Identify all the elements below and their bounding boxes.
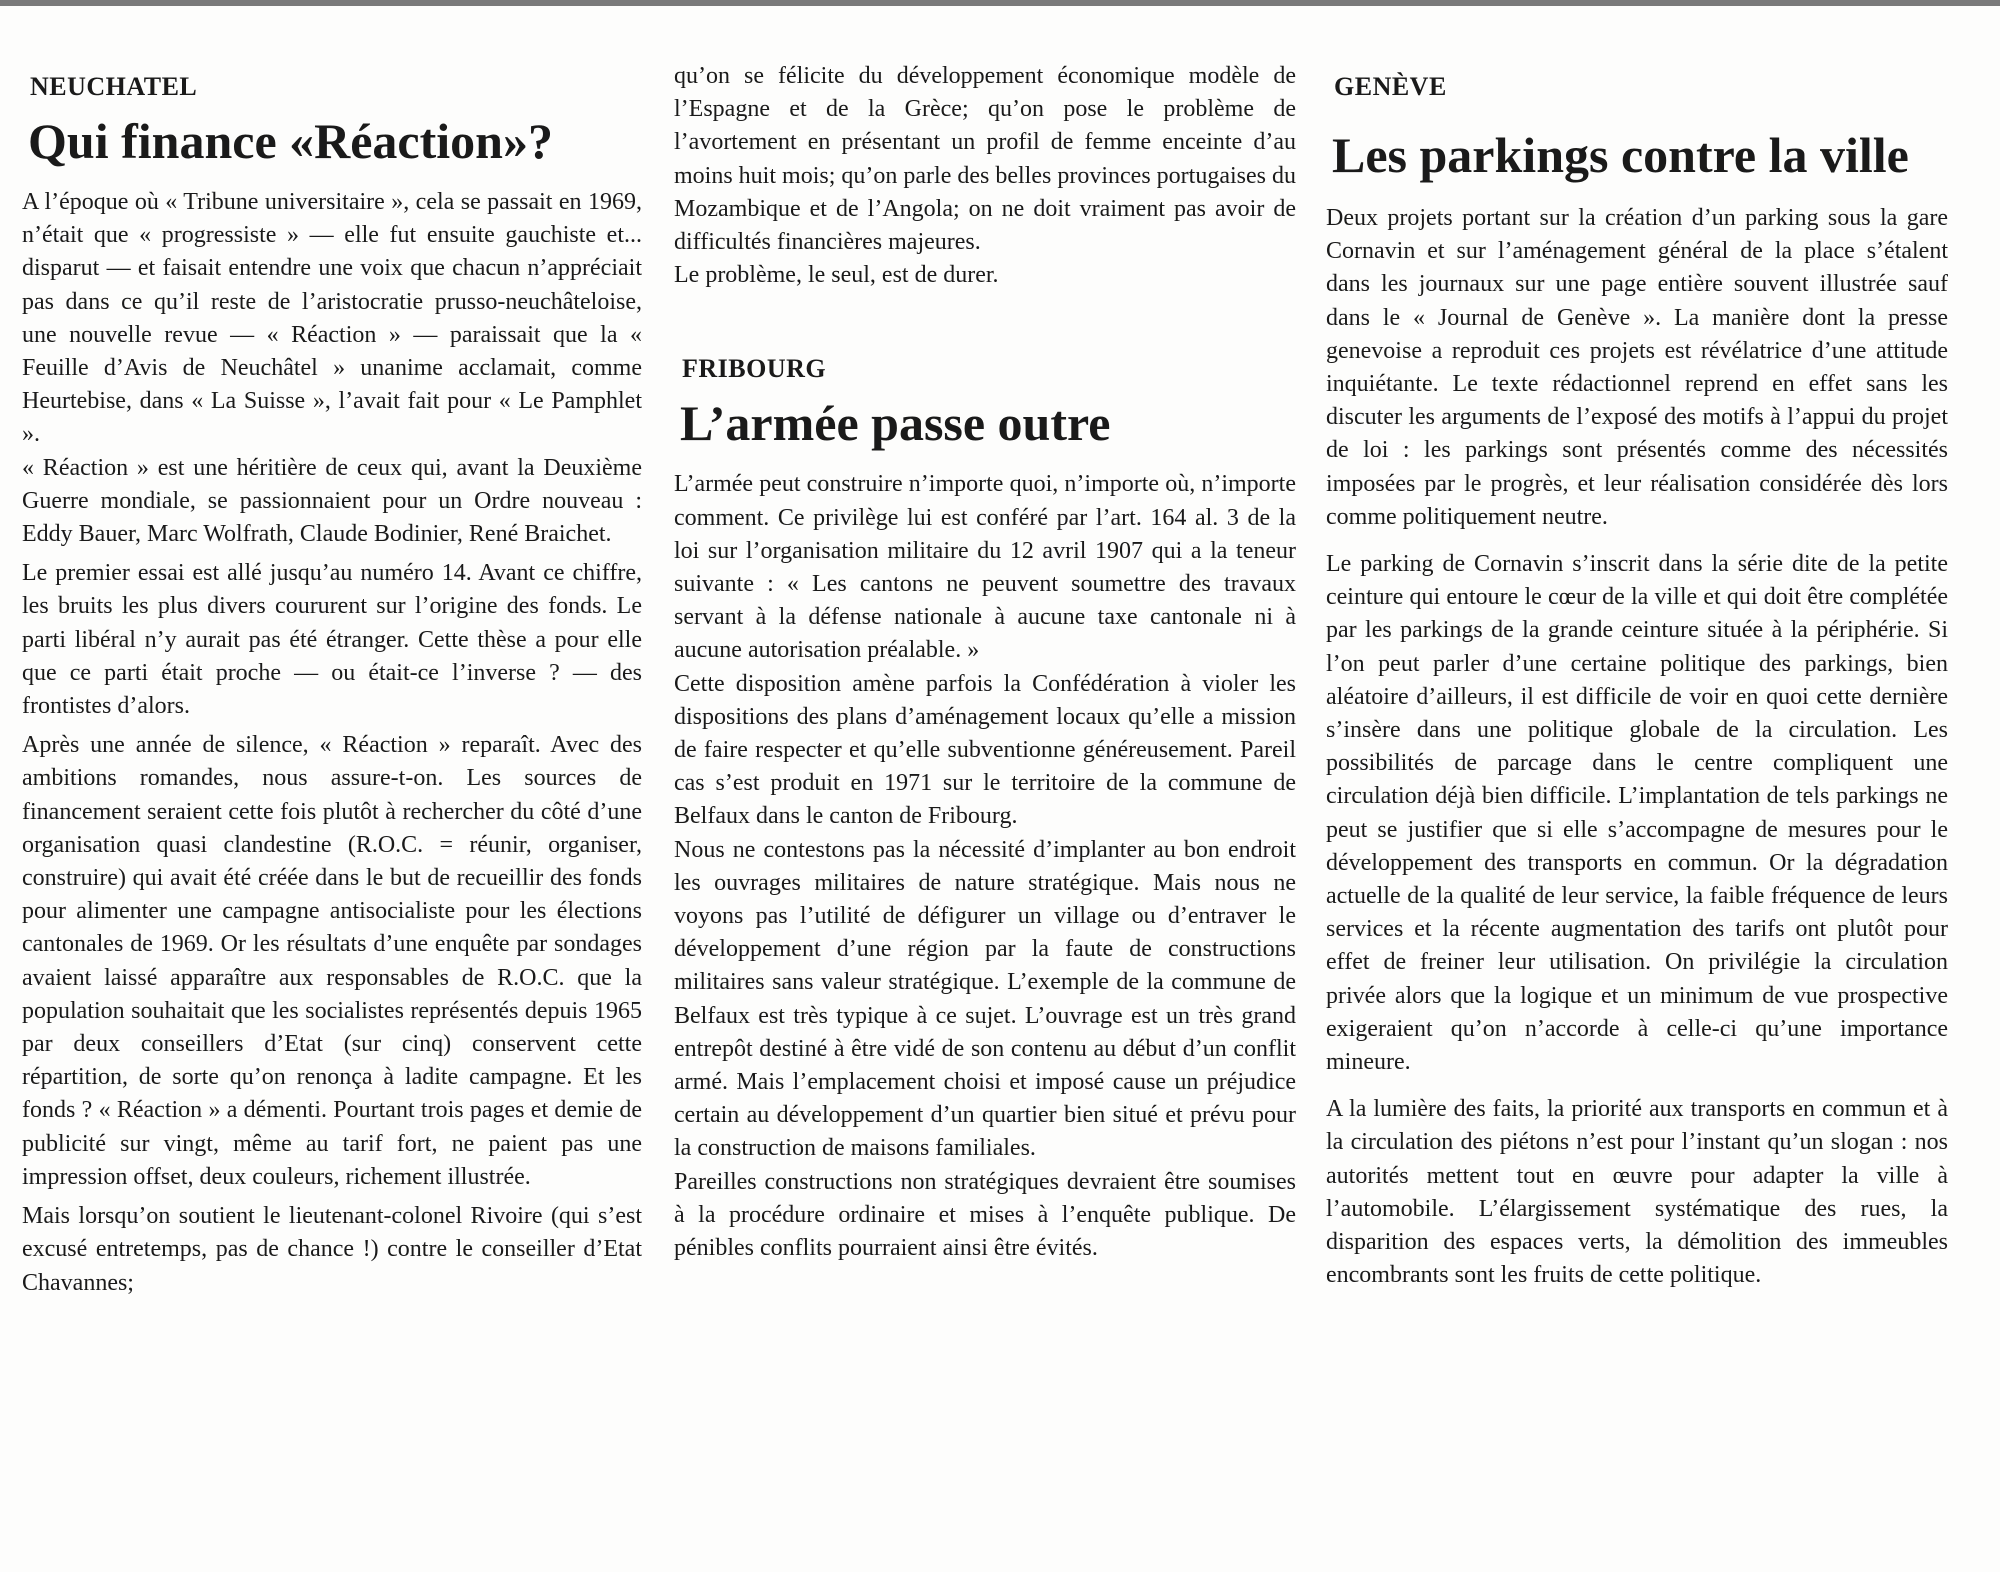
column-middle: [674, 60, 1296, 1265]
article-paragraph: A l’époque où « Tribune universitaire », cela se passait en 1969, n’était que « progressiste » — elle fut ensuite gauchiste et... disparut — et faisait entendre une voix que chacun n’appréciait pas dans ce qu’il reste de l’aristocratie prusso-neuchâteloise, une nouvelle revue — « Réaction » — paraissait que la « Feuille d’Avis de Neuchâtel » unanime acclamait, comme Heurtebise, dans « La Suisse », l’avait fait pour « Le Pamphlet ».: [22, 189, 642, 448]
article-paragraph: Après une année de silence, « Réaction » reparaît. Avec des ambitions romandes, nous assure-t-on. Les sources de financement seraient cette fois plutôt à rechercher du côté d’une organisation quasi clandestine (R.O.C. = réunir, organiser, construire) qui avait été créée dans le but de recueillir des fonds pour alimenter une campagne antisocialiste pour les élections cantonales de 1969. Or les résultats d’une enquête par sondages avaient laissé apparaître aux responsables de R.O.C. que la population souhaitait que les socialistes représentés depuis 1965 par deux conseillers d’Etat (sur cinq) conservent cette répartition, de sorte qu’on renonça à ladite campagne. Et les fonds ? « Réaction » a démenti. Pourtant trois pages et demie de publicité sur vingt, même au tarif fort, ne paient pas une impression offset, deux couleurs, richement illustrée.: [22, 732, 642, 1190]
article-paragraph: Deux projets portant sur la création d’un parking sous la gare Cornavin et sur l’aménagement général de la place s’étalent dans les journaux sur une page entière souvent illustrée sauf dans le « Journal de Genève ». La manière dont la presse genevoise a reproduit ces projets est révélatrice d’une attitude inquiétante. Le texte rédactionnel reprend en effet sans les discuter les arguments de l’exposé des motifs à l’appui du projet de loi : les parkings sont présentés comme des nécessités imposées par le progrès, et leur réalisation considérée dès lors comme politiquement neutre.: [1326, 205, 1948, 530]
article-paragraph: « Réaction » est une héritière de ceux qui, avant la Deuxième Guerre mondiale, se passionnaient pour un Ordre nouveau : Eddy Bauer, Marc Wolfrath, Claude Bodinier, René Braichet.: [22, 454, 642, 548]
article-headline: Qui finance «Réaction»?: [28, 113, 553, 169]
section-kicker: GENÈVE: [1334, 72, 1447, 101]
article-paragraph: L’armée peut construire n’importe quoi, n’importe où, n’importe comment. Ce privilège lui est conféré par l’art. 164 al. 3 de la loi sur l’organisation militaire du 12 avril 1907 qui a la teneur suivante : « Les cantons ne peuvent soumettre des travaux servant à la défense nationale à aucune taxe cantonale ni à aucune autorisation préalable. »: [674, 471, 1296, 664]
article-paragraph: Nous ne contestons pas la nécessité d’implanter au bon endroit les ouvrages militaires de nature stratégique. Mais nous ne voyons pas l’utilité de défigurer un village ou d’entraver le développement d’une région par la faute de constructions militaires sans valeur stratégique. L’exemple de la commune de Belfaux est très typique à ce sujet. L’ouvrage est un très grand entrepôt destiné à être vidé de son contenu au début d’un conflit armé. Mais l’emplacement choisi et imposé cause un préjudice certain au développement d’un quartier bien situé et prévu pour la construction de maisons familiales.: [674, 836, 1296, 1162]
article-paragraph: Cette disposition amène parfois la Confédération à violer les dispositions des plans d’aménagement locaux qu’elle a mission de faire respecter et qu’elle subventionne généreusement. Pareil cas s’est produit en 1971 sur le territoire de la commune de Belfaux dans le canton de Fribourg.: [674, 670, 1296, 830]
article-headline: Les parkings contre la ville: [1332, 127, 1909, 183]
section-kicker: NEUCHATEL: [30, 72, 198, 101]
column-geneve: [1326, 60, 1948, 1293]
article-paragraph: Mais lorsqu’on soutient le lieutenant-colonel Rivoire (qui s’est excusé entretemps, pas de chance !) contre le conseiller d’Etat Chavannes;: [22, 1203, 642, 1296]
article-paragraph: Pareilles constructions non stratégiques devraient être soumises à la procédure ordinaire et mises à l’enquête publique. De pénibles conflits pourraient ainsi être évités.: [674, 1168, 1296, 1262]
section-kicker: FRIBOURG: [682, 354, 827, 384]
article-paragraph: Le parking de Cornavin s’inscrit dans la série dite de la petite ceinture qui entoure le cœur de la ville et qui doit être complétée par les parkings de la grande ceinture située à la périphérie. Si l’on peut parler d’une certaine politique des parkings, bien aléatoire d’ailleurs, il est difficile de voir en quoi cette dernière s’insère dans une politique globale de la circulation. Les possibilités de parcage dans le centre compliquent une circulation déjà bien difficile. L’implantation de tels parkings ne peut se justifier que si elle s’accompagne de mesures pour le développement des transports en commun. Or la dégradation actuelle de la qualité de leur service, la faible fréquence de leurs services et la récente augmentation des tarifs ont plutôt pour effet de freiner leur utilisation. On privilégie la circulation privée alors que la logique et un minimum de vue prospective exigeraient qu’on n’accorde à celle-ci qu’une importance mineure.: [1326, 551, 1948, 1076]
article-paragraph: Le premier essai est allé jusqu’au numéro 14. Avant ce chiffre, les bruits les plus divers coururent sur l’origine des fonds. Le parti libéral n’y aurait pas été étranger. Cette thèse a pour elle que ce parti était proche — ou était-ce l’inverse ? — des frontistes d’alors.: [22, 560, 642, 720]
column-neuchatel: [22, 60, 642, 1300]
article-continuation: Le problème, le seul, est de durer.: [674, 262, 999, 289]
article-paragraph: A la lumière des faits, la priorité aux transports en commun et à la circulation des piétons n’est pour l’instant qu’un slogan : nos autorités mettent tout en œuvre pour adapter la ville à l’automobile. L’élargissement systématique des rues, la disparition des espaces verts, la démolition des immeubles encombrants sont les fruits de cette politique.: [1326, 1096, 1948, 1289]
section-divider: [674, 292, 1296, 342]
top-rule: [0, 0, 2000, 6]
article-continuation: qu’on se félicite du développement économique modèle de l’Espagne et de la Grèce; qu’on pose le problème de l’avortement en présentant un profil de femme enceinte d’au moins huit mois; qu’on parle des belles provinces portugaises du Mozambique et de l’Angola; on ne doit vraiment pas avoir de difficultés financières majeures.: [674, 63, 1296, 256]
article-headline: L’armée passe outre: [680, 395, 1111, 452]
